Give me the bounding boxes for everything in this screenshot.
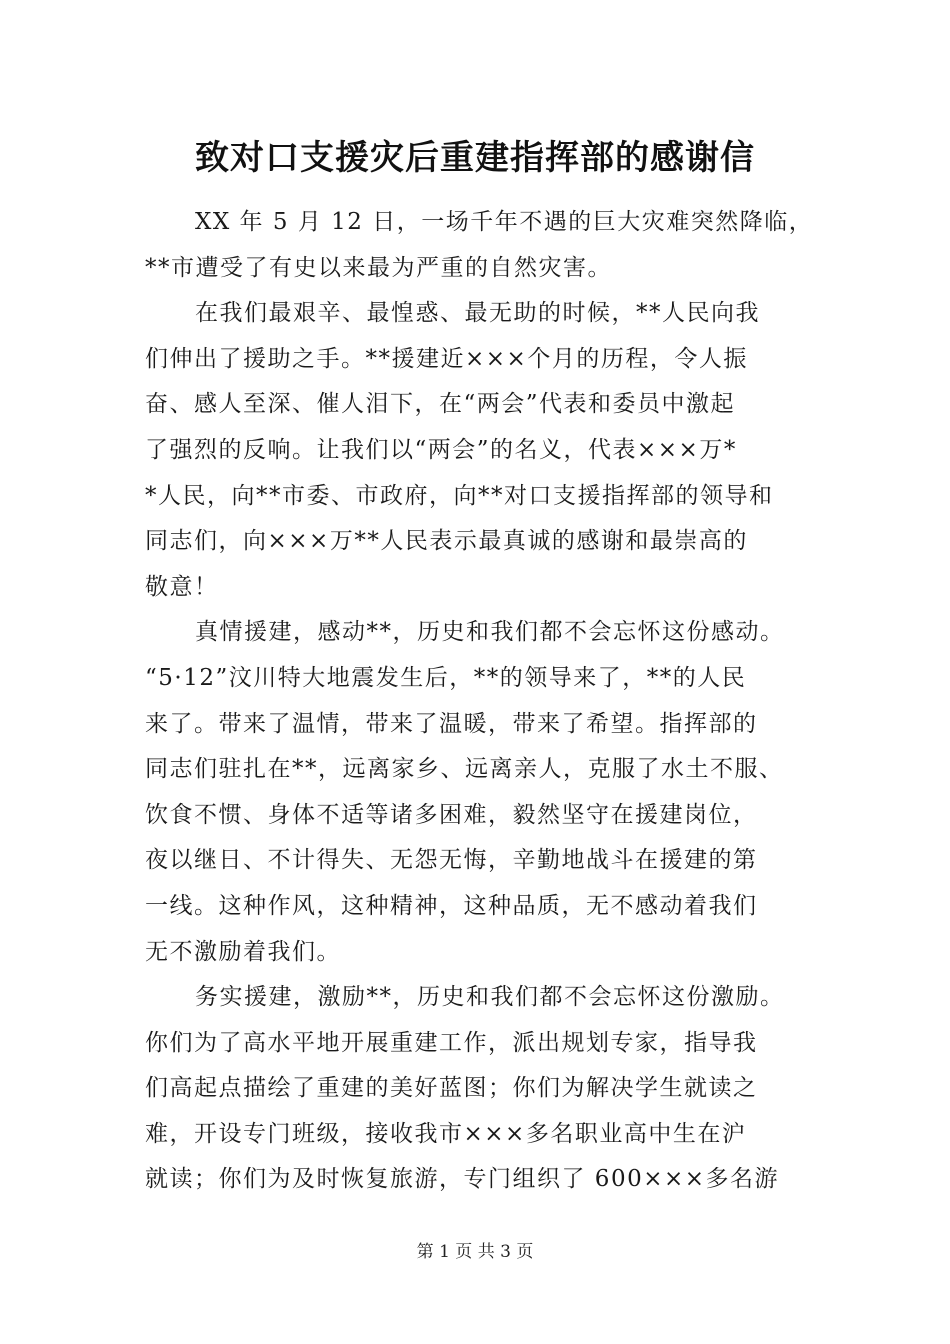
text-line: 饮食不惯、身体不适等诸多困难，毅然坚守在援建岗位， bbox=[145, 801, 758, 828]
text-line: 奋、感人至深、催人泪下，在“两会”代表和委员中激起 bbox=[145, 391, 736, 418]
text-line: 务实援建，激励**，历史和我们都不会忘怀这份激励。 bbox=[195, 984, 785, 1011]
text-line: 同志们，向×××万**人民表示最真诚的感谢和最崇高的 bbox=[145, 528, 748, 555]
text-line: 一线。这种作风，这种精神，这种品质，无不感动着我们 bbox=[145, 892, 758, 919]
text-line: 真情援建，感动**，历史和我们都不会忘怀这份感动。 bbox=[195, 619, 785, 646]
text-line: 无不激励着我们。 bbox=[145, 938, 341, 965]
text-line: XX 年 5 月 12 日，一场千年不遇的巨大灾难突然降临， bbox=[195, 209, 814, 235]
text-line: 同志们驻扎在**，远离家乡、远离亲人，克服了水土不服、 bbox=[145, 756, 784, 783]
text-line: 了强烈的反响。让我们以“两会”的名义，代表×××万* bbox=[145, 436, 737, 463]
text-line: 你们为了高水平地开展重建工作，派出规划专家，指导我 bbox=[145, 1029, 758, 1056]
text-line: 来了。带来了温情，带来了温暖，带来了希望。指挥部的 bbox=[145, 710, 758, 737]
text-line: 就读；你们为及时恢复旅游，专门组织了 600×××多名游 bbox=[145, 1166, 780, 1193]
letter-body bbox=[145, 200, 814, 1203]
text-line: 们伸出了援助之手。**援建近×××个月的历程，令人振 bbox=[145, 345, 748, 372]
text-line: 在我们最艰辛、最惶惑、最无助的时候，**人民向我 bbox=[195, 300, 760, 327]
text-line: “5·12”汶川特大地震发生后，**的领导来了，**的人民 bbox=[145, 664, 747, 691]
text-line: 敬意！ bbox=[145, 573, 219, 600]
text-line: 难，开设专门班级，接收我市×××多名职业高中生在沪 bbox=[145, 1120, 747, 1147]
text-line: 们高起点描绘了重建的美好蓝图；你们为解决学生就读之 bbox=[145, 1075, 758, 1102]
text-line: **市遭受了有史以来最为严重的自然灾害。 bbox=[145, 254, 612, 281]
page-number-footer: 第 1 页 共 3 页 bbox=[416, 1242, 534, 1262]
document-title: 致对口支援灾后重建指挥部的感谢信 bbox=[195, 138, 755, 178]
text-line: 夜以继日、不计得失、无怨无悔，辛勤地战斗在援建的第 bbox=[145, 847, 758, 874]
text-line: *人民，向**市委、市政府，向**对口支援指挥部的领导和 bbox=[145, 482, 774, 509]
